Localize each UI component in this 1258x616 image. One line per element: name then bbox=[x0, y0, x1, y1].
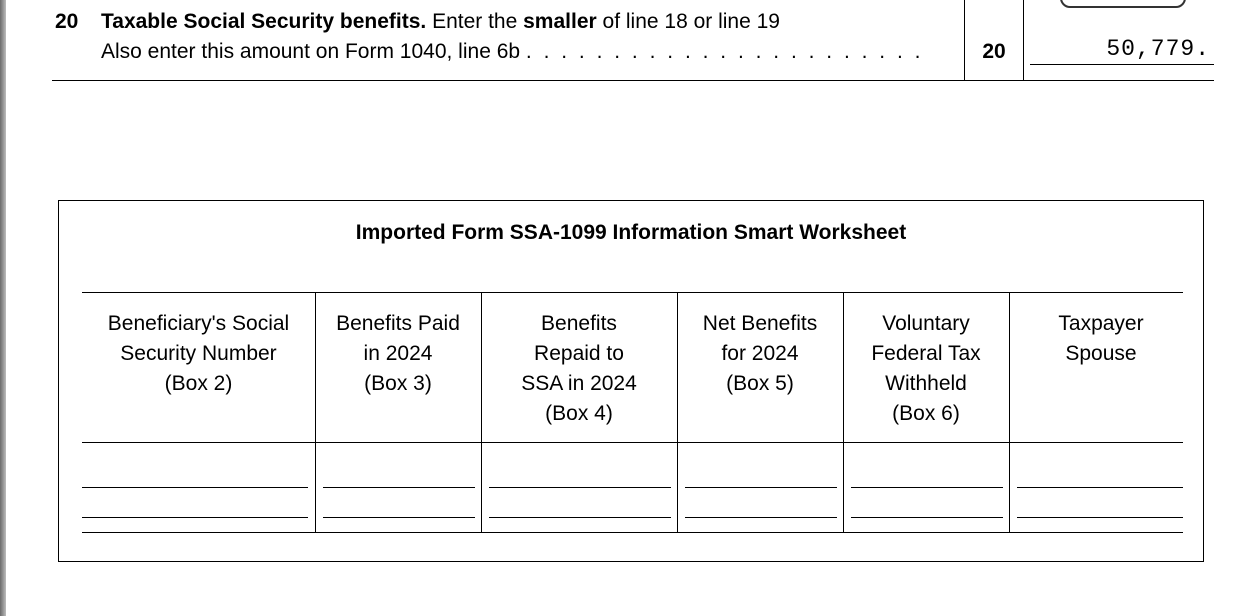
line-20-title-end: of line 18 or line 19 bbox=[596, 10, 780, 33]
column-header-text: (Box 5) bbox=[726, 372, 794, 395]
line-20-instruction-text: Also enter this amount on Form 1040, line 6b bbox=[101, 40, 521, 63]
column-header-text: (Box 4) bbox=[545, 402, 613, 425]
row-2-ssn-input[interactable] bbox=[82, 517, 308, 518]
row-1-net-benefits-input[interactable] bbox=[685, 487, 837, 488]
header-bottom-rule bbox=[82, 442, 1183, 443]
row-1-taxpayer-spouse-input[interactable] bbox=[1017, 487, 1183, 488]
column-header-text: Taxpayer bbox=[1058, 312, 1144, 335]
column-header-text: Benefits Paid bbox=[336, 312, 460, 335]
form-button[interactable] bbox=[1060, 0, 1186, 8]
column-header-text: Security Number bbox=[120, 342, 277, 365]
column-header-text: (Box 6) bbox=[892, 402, 960, 425]
column-header-text: (Box 2) bbox=[164, 372, 233, 395]
row-2-benefits-repaid-input[interactable] bbox=[489, 517, 671, 518]
column-header-ssn bbox=[82, 309, 315, 399]
window-edge-shadow bbox=[0, 0, 6, 616]
column-header-text: Voluntary bbox=[882, 312, 970, 335]
column-header-text: Net Benefits bbox=[702, 312, 818, 335]
line-20-bottom-rule bbox=[52, 80, 1214, 81]
table-bottom-rule bbox=[82, 532, 1183, 533]
column-header-federal-tax-withheld bbox=[843, 309, 1009, 429]
column-header-text: in 2024 bbox=[363, 342, 433, 365]
column-header-text: Federal Tax bbox=[871, 342, 981, 365]
line-20-instruction bbox=[101, 40, 923, 64]
row-1-benefits-repaid-input[interactable] bbox=[489, 487, 671, 488]
column-header-text: SSA in 2024 bbox=[521, 372, 637, 395]
column-header-text: Withheld bbox=[885, 372, 967, 395]
row-2-taxpayer-spouse-input[interactable] bbox=[1017, 517, 1183, 518]
row-1-ssn-input[interactable] bbox=[82, 487, 308, 488]
line-20-title-bold: Taxable Social Security benefits. bbox=[101, 10, 427, 33]
line-20-title-mid: Enter the bbox=[426, 10, 524, 33]
line-20-number: 20 bbox=[55, 10, 79, 33]
column-header-taxpayer-spouse bbox=[1009, 309, 1193, 369]
amount-underline bbox=[1030, 64, 1214, 65]
row-2-net-benefits-input[interactable] bbox=[685, 517, 837, 518]
column-header-text: Repaid to bbox=[534, 342, 624, 365]
row-1-benefits-paid-input[interactable] bbox=[323, 487, 475, 488]
line-20-title bbox=[101, 10, 780, 34]
column-header-text: Beneficiary's Social bbox=[107, 312, 290, 335]
column-header-text: Benefits bbox=[541, 312, 617, 335]
line-20-title-smaller: smaller bbox=[523, 10, 597, 33]
row-1-tax-withheld-input[interactable] bbox=[851, 487, 1003, 488]
column-header-text: Spouse bbox=[1065, 342, 1137, 365]
line-20-box-label: 20 bbox=[982, 40, 1006, 63]
column-header-net-benefits bbox=[677, 309, 843, 399]
header-top-rule bbox=[82, 292, 1183, 293]
row-2-benefits-paid-input[interactable] bbox=[323, 517, 475, 518]
column-header-text: for 2024 bbox=[721, 342, 799, 365]
worksheet-title: Imported Form SSA-1099 Information Smart Worksheet bbox=[355, 221, 907, 244]
box-divider-right bbox=[1023, 0, 1024, 80]
leader-dots: . . . . . . . . . . . . . . . . . . . . . . . bbox=[525, 40, 924, 63]
column-header-benefits-paid bbox=[315, 309, 481, 399]
row-2-tax-withheld-input[interactable] bbox=[851, 517, 1003, 518]
line-20-amount-field[interactable]: 50,779. bbox=[1106, 36, 1210, 62]
ssa-1099-smart-worksheet bbox=[58, 200, 1204, 562]
column-header-text: (Box 3) bbox=[364, 372, 432, 395]
column-header-benefits-repaid bbox=[481, 309, 677, 429]
